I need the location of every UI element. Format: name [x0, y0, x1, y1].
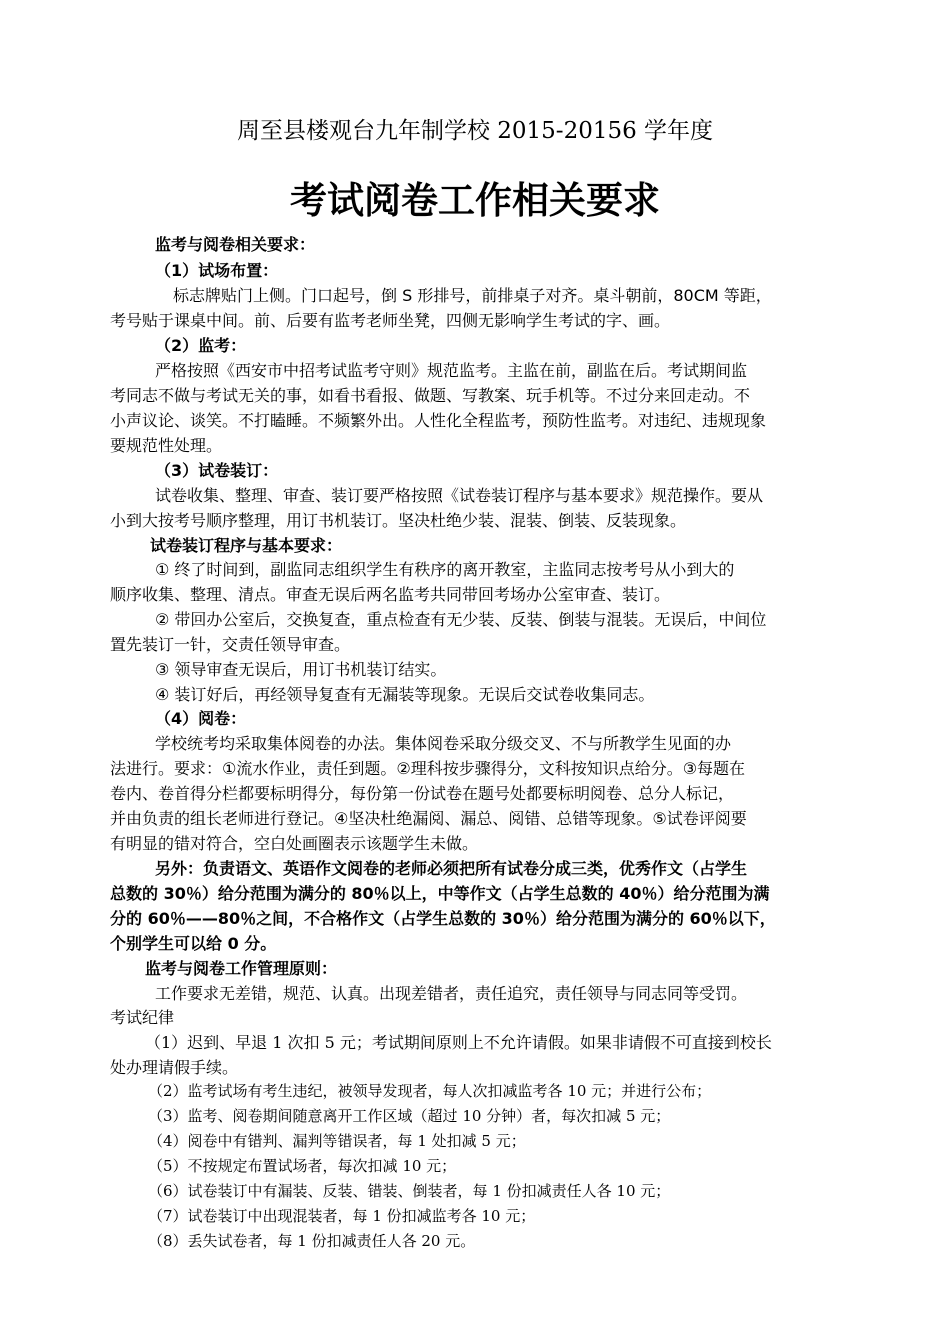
section-heading: 监考与阅卷相关要求：	[155, 235, 316, 254]
paragraph-line: 小到大按考号顺序整理，用订书机装订。坚决杜绝少装、混装、倒装、反装现象。	[110, 511, 687, 530]
paragraph-line: 有明显的错对符合，空白处画圈表示该题学生未做。	[110, 834, 479, 853]
paragraph-line: 标志牌贴门上侧。门口起号，倒 S 形排号，前排桌子对齐。桌斗朝前，80CM 等距，	[173, 286, 772, 305]
subsection-heading: （4）阅卷：	[155, 709, 247, 728]
rule-item: （2）监考试场有考生违纪，被领导发现者，每人次扣减监考各 10 元；并进行公布；	[148, 1082, 712, 1100]
rule-item: （3）监考、阅卷期间随意离开工作区域（超过 10 分钟）者，每次扣减 5 元；	[148, 1107, 671, 1125]
paragraph-line: 考号贴于课桌中间。前、后要有监考老师坐凳，四侧无影响学生考试的字、画。	[110, 311, 671, 330]
paragraph-line: ① 终了时间到，副监同志组织学生有秩序的离开教室，主监同志按考号从小到大的	[155, 560, 735, 579]
emphasis-line: 个别学生可以给 0 分。	[110, 934, 277, 953]
emphasis-line: 分的 60％——80％之间，不合格作文（占学生总数的 30％）给分范围为满分的 60％以下，	[110, 909, 776, 928]
paragraph-line: ④ 装订好后，再经领导复查有无漏装等现象。无误后交试卷收集同志。	[155, 685, 655, 704]
rule-item: （1）迟到、早退 1 次扣 5 元；考试期间原则上不允许请假。如果非请假不可直接到校长	[145, 1033, 772, 1052]
paragraph-line: 严格按照《西安市中招考试监考守则》规范监考。主监在前，副监在后。考试期间监	[155, 361, 748, 380]
page-title: 考试阅卷工作相关要求	[290, 179, 660, 222]
rule-item: （5）不按规定布置试场者，每次扣减 10 元；	[148, 1157, 457, 1175]
paragraph-line: 卷内、卷首得分栏都要标明得分，每份第一份试卷在题号处都要标明阅卷、总分人标记，	[110, 784, 735, 803]
paragraph-line: 试卷收集、整理、审查、装订要严格按照《试卷装订程序与基本要求》规范操作。要从	[155, 486, 764, 505]
subsection-heading: （2）监考：	[155, 336, 247, 355]
school-heading: 周至县楼观台九年制学校 2015-20156 学年度	[236, 118, 714, 144]
subsection-heading: （3）试卷装订：	[155, 461, 279, 480]
paragraph-line: 并由负责的组长老师进行登记。④坚决杜绝漏阅、漏总、阅错、总错等现象。⑤试卷评阅要	[110, 809, 747, 828]
discipline-heading: 考试纪律	[110, 1008, 175, 1027]
emphasis-line: 总数的 30％）给分范围为满分的 80％以上，中等作文（占学生总数的 40％）给分范围为满	[110, 884, 770, 903]
paragraph-line: 考同志不做与考试无关的事，如看书看报、做题、写教案、玩手机等。不过分来回走动。不	[110, 386, 751, 405]
section-heading: 试卷装订程序与基本要求：	[150, 536, 343, 555]
emphasis-line: 另外：负责语文、英语作文阅卷的老师必须把所有试卷分成三类，优秀作文（占学生	[155, 859, 748, 878]
paragraph-line: 顺序收集、整理、清点。审查无误后两名监考共同带回考场办公室审查、装订。	[110, 585, 671, 604]
paragraph-line: 学校统考均采取集体阅卷的办法。集体阅卷采取分级交叉、不与所教学生见面的办	[155, 734, 732, 753]
rule-item: （4）阅卷中有错判、漏判等错误者，每 1 处扣减 5 元；	[148, 1132, 526, 1150]
subsection-heading: （1）试场布置：	[155, 261, 279, 280]
paragraph-line: ③ 领导审查无误后，用订书机装订结实。	[155, 660, 447, 679]
paragraph-line: 要规范性处理。	[110, 436, 223, 455]
rule-item: （8）丢失试卷者，每 1 份扣减责任人各 20 元。	[148, 1232, 476, 1250]
paragraph-line: 工作要求无差错，规范、认真。出现差错者，责任追究，责任领导与同志同等受罚。	[155, 984, 748, 1003]
rule-item: 处办理请假手续。	[110, 1058, 239, 1077]
paragraph-line: 法进行。要求：①流水作业，责任到题。②理科按步骤得分，文科按知识点给分。③每题在	[110, 759, 746, 778]
section-heading: 监考与阅卷工作管理原则：	[145, 959, 338, 978]
paragraph-line: 置先装订一针，交责任领导审查。	[110, 635, 351, 654]
paragraph-line: ② 带回办公室后，交换复查，重点检查有无少装、反装、倒装与混装。无误后，中间位	[155, 610, 767, 629]
paragraph-line: 小声议论、谈笑。不打瞌睡。不频繁外出。人性化全程监考，预防性监考。对违纪、违规现象	[110, 411, 767, 430]
rule-item: （7）试卷装订中出现混装者，每 1 份扣减监考各 10 元；	[148, 1207, 536, 1225]
rule-item: （6）试卷装订中有漏装、反装、错装、倒装者，每 1 份扣减责任人各 10 元；	[148, 1182, 671, 1200]
